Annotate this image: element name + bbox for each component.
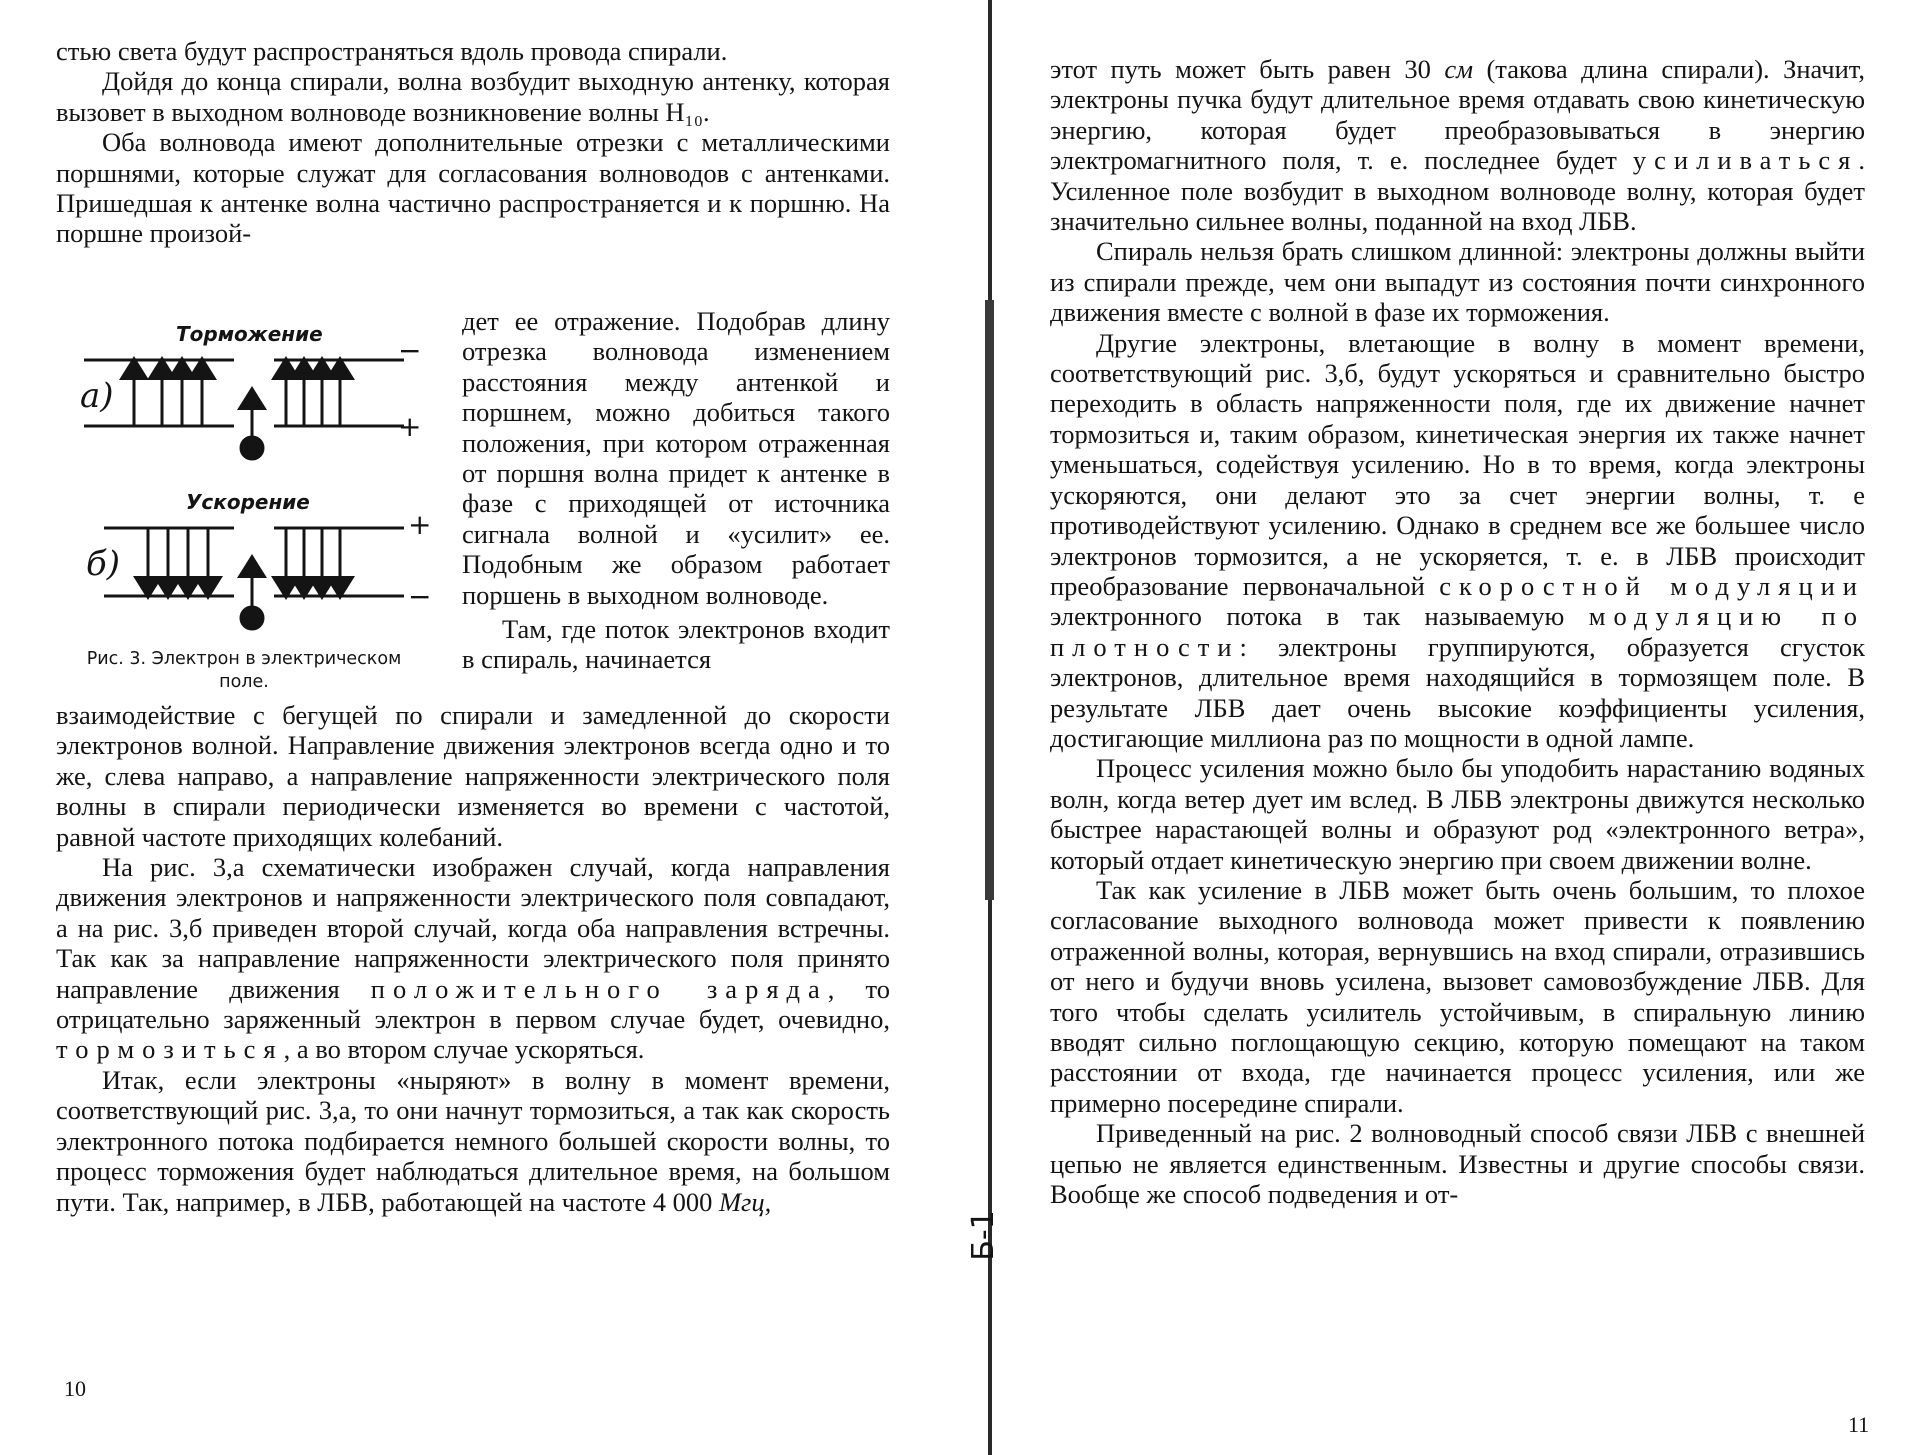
paragraph: Оба волновода имеют дополнительные отрезки с металлическими поршнями, которые служат для согласования волноводов с антенками. Пришедшая к антенке волна частично распространяется и к поршню. На поршне произой-	[56, 127, 890, 249]
text-run: Другие электроны, влетающие в волну в момент времени, соответствующий рис. 3,б, будут ускоряться и сравнительно быстро переходить в область напряженности поля, где их движение начнет тормозиться и, таким образом, кинетическая энергия их также начнет уменьшаться, содействуя усилению. Но в то время, когда электроны ускоряются, они делают это за счет энергии волны, т. е противодействуют усилению. Однако в среднем все же большее число электронов тормозится, а не ускоряется, т. е. в ЛБВ происходит преобразование первоначальной	[1050, 327, 1865, 601]
text-run: этот путь может быть равен 30	[1050, 54, 1445, 84]
paragraph	[1050, 54, 1865, 236]
paragraph	[56, 1065, 890, 1217]
left-text-main	[56, 700, 890, 1217]
text-run: На рис. 3,а схематически изображен случай, когда направления движения электронов и напряженности электрического поля совпадают, а на рис. 3,б приведен второй случай, когда оба направления встречны. Так как за направление напряженности электрического поля принято направление движения	[56, 852, 890, 1004]
right-page	[990, 0, 1919, 1455]
label-deceleration: Торможение	[176, 322, 323, 346]
left-text-beside-figure	[462, 306, 890, 675]
paragraph: Процесс усиления можно было бы уподобить нарастанию водяных волн, когда ветер дует им вслед. В ЛБВ электроны движутся несколько быстрее нарастающей волны и образуют род «электронного ветра», который отдает кинетическую энергию при своем движении волне.	[1050, 753, 1865, 875]
paragraph	[56, 852, 890, 1065]
sign-b-top: +	[408, 508, 432, 541]
sign-b-bottom: −	[408, 580, 432, 613]
unit: см	[1444, 54, 1474, 84]
text-run: , то отрицательно заряженный электрон в первом случае будет, очевидно,	[56, 973, 891, 1035]
diagram-b	[104, 528, 404, 629]
right-text	[1050, 54, 1865, 1209]
text-run: . Усиленное поле возбудит в выходном волноводе волну, которая будет значительно сильнее волны, поданной на вход ЛБВ.	[1050, 145, 1865, 237]
paragraph: Так как усиление в ЛБВ может быть очень большим, то плохое согласование выходного волновода может привести к появлению отраженной волны, которая, вернувшись на вход спирали, отразившись от него и будучи вновь усилена, вызовет самовозбуждение ЛБВ. Для того чтобы сделать усилитель устойчивым, в спиральную линию вводят сильно поглощающую секцию, которую помещают на таком расстоянии от входа, где начинается процесс усиления, или же примерно посередине спирали.	[1050, 874, 1865, 1118]
margin-mark: Б-1	[965, 1210, 1001, 1261]
text-run: (такова длина спирали). Значит, электроны пучка будут длительное время отдавать свою кинетическую энергию, которая будет преобразовываться в энергию электромагнитного поля, т. е. последнее будет	[1050, 54, 1865, 176]
page-number-right: 11	[1848, 1412, 1870, 1437]
sign-a-top: −	[398, 334, 422, 367]
spaced-term: усиливаться	[1632, 145, 1859, 176]
paragraph: дет ее отражение. Подобрав длину отрезка волновода изменением расстояния между антенкой и поршнем, можно добиться такого положения, при котором отраженная от поршня волна придет к антенке в фазе с приходящей от источника сигнала волной и «усилит» ее. Подобным же образом работает поршень в выходном волноводе.	[462, 306, 890, 610]
figure-3	[64, 318, 444, 708]
left-text-top	[56, 36, 890, 249]
paragraph: Дойдя до конца спирали, волна возбудит выходную антенку, которая вызовет в выходном волноводе возникновение волны H₁₀.	[56, 66, 890, 127]
spaced-term: положительного заряда	[370, 973, 828, 1004]
paragraph: Там, где поток электронов входит в спираль, начинается	[462, 614, 890, 675]
figure-diagram	[64, 318, 444, 648]
paragraph: взаимодействие с бегущей по спирали и замедленной до скорости электронов волной. Направление движения электронов всегда одно и то же, слева направо, а направление напряженности электрического поля волны в спирали периодически изменяется во времени с частотой, равной частоте приходящих колебаний.	[56, 700, 890, 852]
figure-caption: Рис. 3. Электрон в электрическом поле.	[86, 649, 402, 692]
case-b-label: б)	[86, 544, 121, 584]
paragraph: Спираль нельзя брать слишком длинной: электроны должны выйти из спирали прежде, чем они выпадут из состояния почти синхронного движения вместе с волной в фазе их торможения.	[1050, 236, 1865, 328]
label-acceleration: Ускорение	[186, 490, 310, 514]
paragraph: стью света будут распространяться вдоль провода спирали.	[56, 36, 728, 66]
paragraph: Приведенный на рис. 2 волноводный способ связи ЛБВ с внешней цепью не является единственным. Известны и другие способы связи. Вообще же способ подведения и от-	[1050, 1118, 1865, 1210]
spaced-term: тормозиться	[56, 1034, 284, 1065]
paragraph	[1050, 328, 1865, 754]
case-a-label: а)	[80, 376, 114, 416]
text-run: электронного потока в так называемую	[1050, 601, 1589, 632]
spaced-term: модуляцию по плотности	[1050, 601, 1865, 662]
text-run: : электроны группируются, образуется сгусток электронов, длительное время находящийся в тормозящем поле. В результате ЛБВ дает очень высокие коэффициенты усиления, достигающие миллиона раз по мощности в одной лампе.	[1050, 631, 1865, 753]
page-number-left: 10	[64, 1376, 86, 1401]
sign-a-bottom: +	[398, 410, 422, 443]
diagram-a	[84, 360, 404, 459]
spaced-term: скоростной модуляции	[1439, 570, 1865, 601]
text-run: , а во втором случае ускоряться.	[283, 1034, 645, 1065]
text-run: Итак, если электроны «ныряют» в волну в момент времени, соответствующий рис. 3,а, то они начнут тормозиться, а так как скорость электронного потока подбирается немного большей скорости волны, то процесс торможения будет наблюдаться длительное время, на большом пути. Так, например, в ЛБВ, работающей на частоте 4 000	[56, 1064, 890, 1217]
unit: Мгц,	[718, 1186, 772, 1217]
